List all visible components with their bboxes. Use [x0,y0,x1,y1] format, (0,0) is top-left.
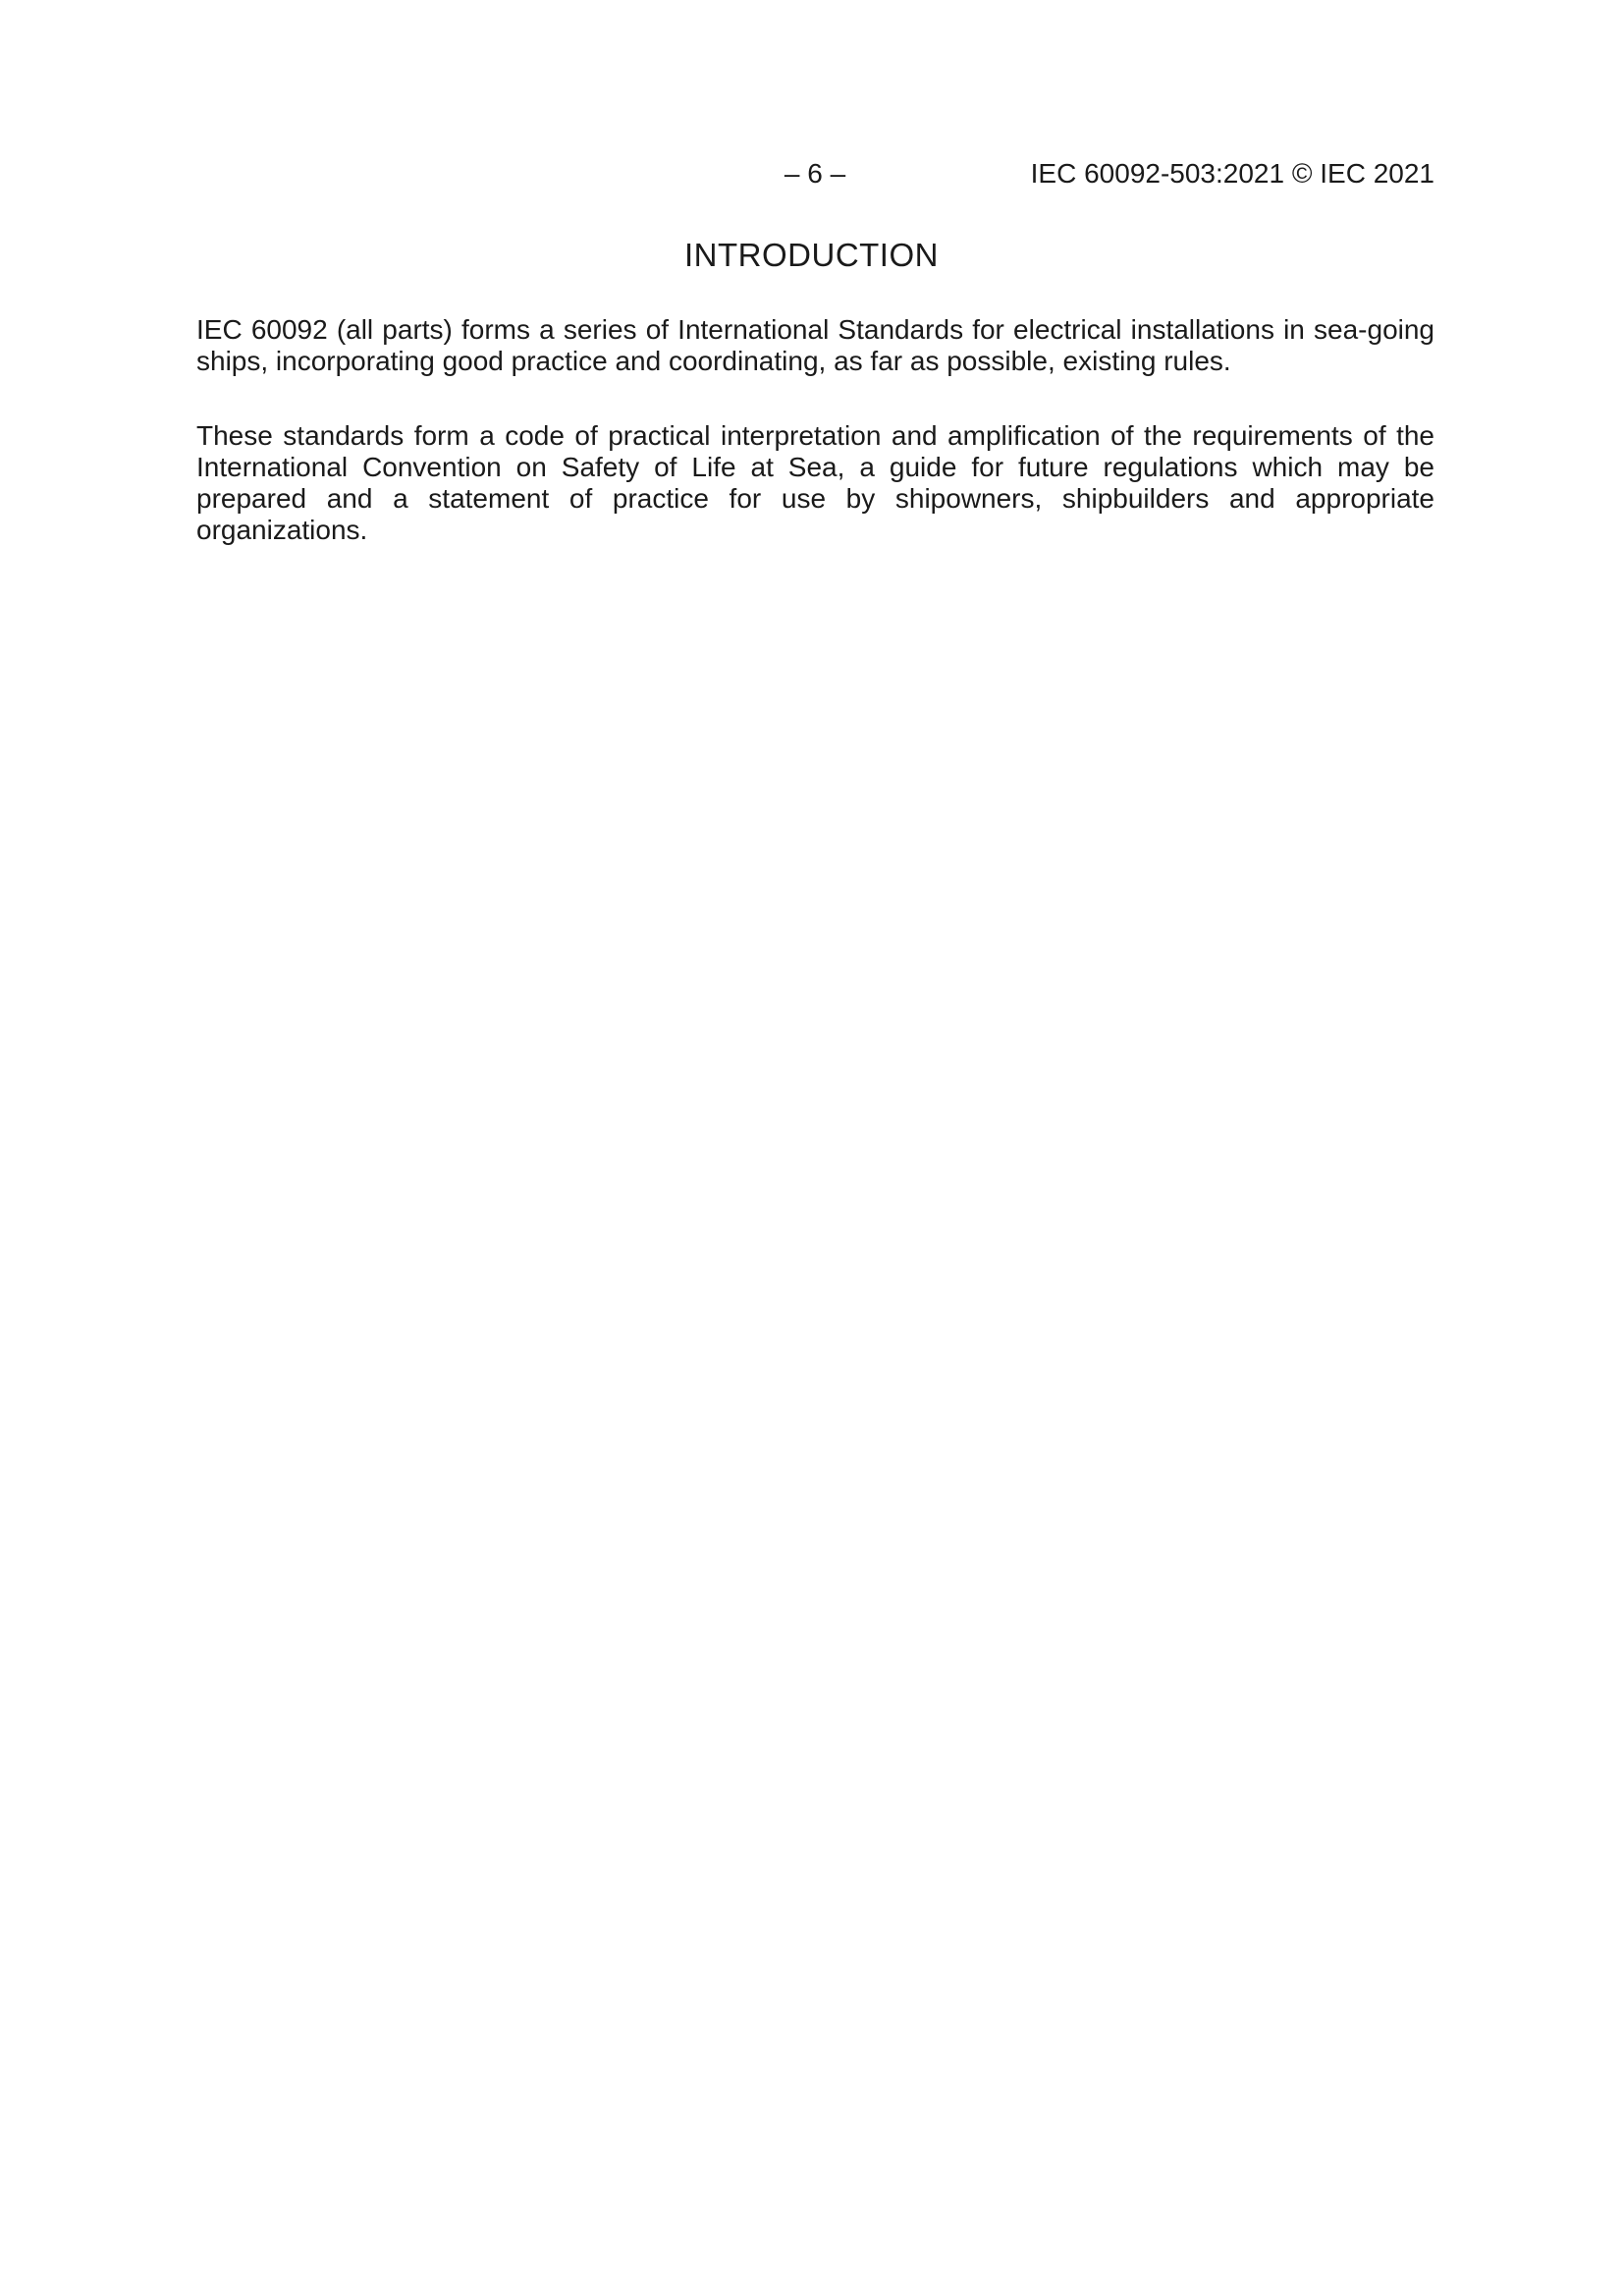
intro-paragraph-2: These standards form a code of practical interpretation and amplification of the requirements of the International Convention on Safety of Life at Sea, a guide for future regulations which may be prepared and a statement of practice for use by shipowners, shipbuilders and appropriate organizations. [196,420,1434,545]
intro-paragraph-1: IEC 60092 (all parts) forms a series of International Standards for electrical installations in sea-going ships, incorporating good practice and coordinating, as far as possible, existing rules. [196,314,1434,376]
section-title: INTRODUCTION [684,237,939,273]
page-number: – 6 – [784,158,846,189]
document-reference: IEC 60092-503:2021 © IEC 2021 [1030,158,1434,189]
